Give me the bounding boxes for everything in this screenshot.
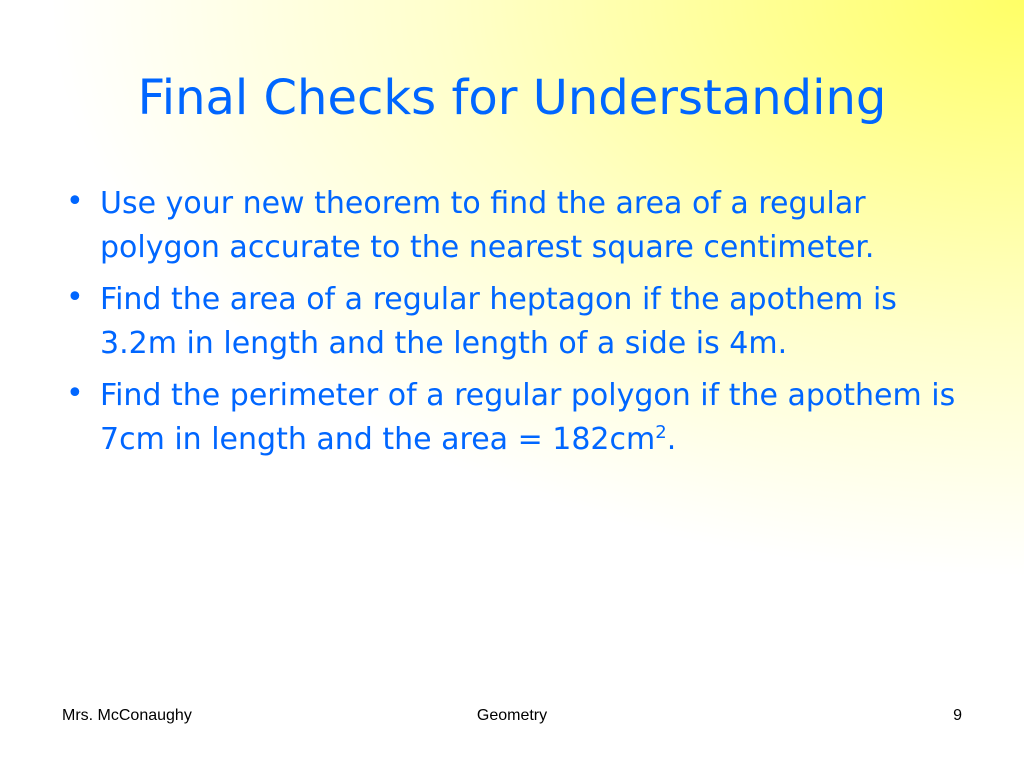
area-unit-superscript: 2: [655, 422, 667, 443]
bullet-item-heptagon: [66, 278, 966, 366]
bullet-text-main: Find the perimeter of a regular polygon if the apothem is 7cm in length and the area = 182cm: [100, 378, 956, 457]
bullet-item-theorem: [66, 182, 966, 270]
bullet-icon: •: [66, 280, 84, 315]
slide-title: Final Checks for Understanding: [137, 70, 887, 126]
bullet-text-suffix: .: [666, 422, 677, 457]
bullet-text: Use your new theorem to find the area of a regular polygon accurate to the nearest square centimeter.: [100, 186, 875, 265]
bullet-item-perimeter: [66, 374, 966, 462]
bullet-text: Find the area of a regular heptagon if the apothem is 3.2m in length and the length of a side is 4m.: [100, 282, 897, 361]
footer-page-number: 9: [953, 707, 962, 724]
footer-subject: Geometry: [476, 707, 548, 724]
bullet-icon: •: [66, 376, 84, 411]
footer-author: Mrs. McConaughy: [62, 707, 192, 724]
bullet-icon: •: [66, 184, 84, 219]
bullet-list: [66, 182, 966, 470]
bullet-text-with-superscript: [100, 374, 966, 462]
